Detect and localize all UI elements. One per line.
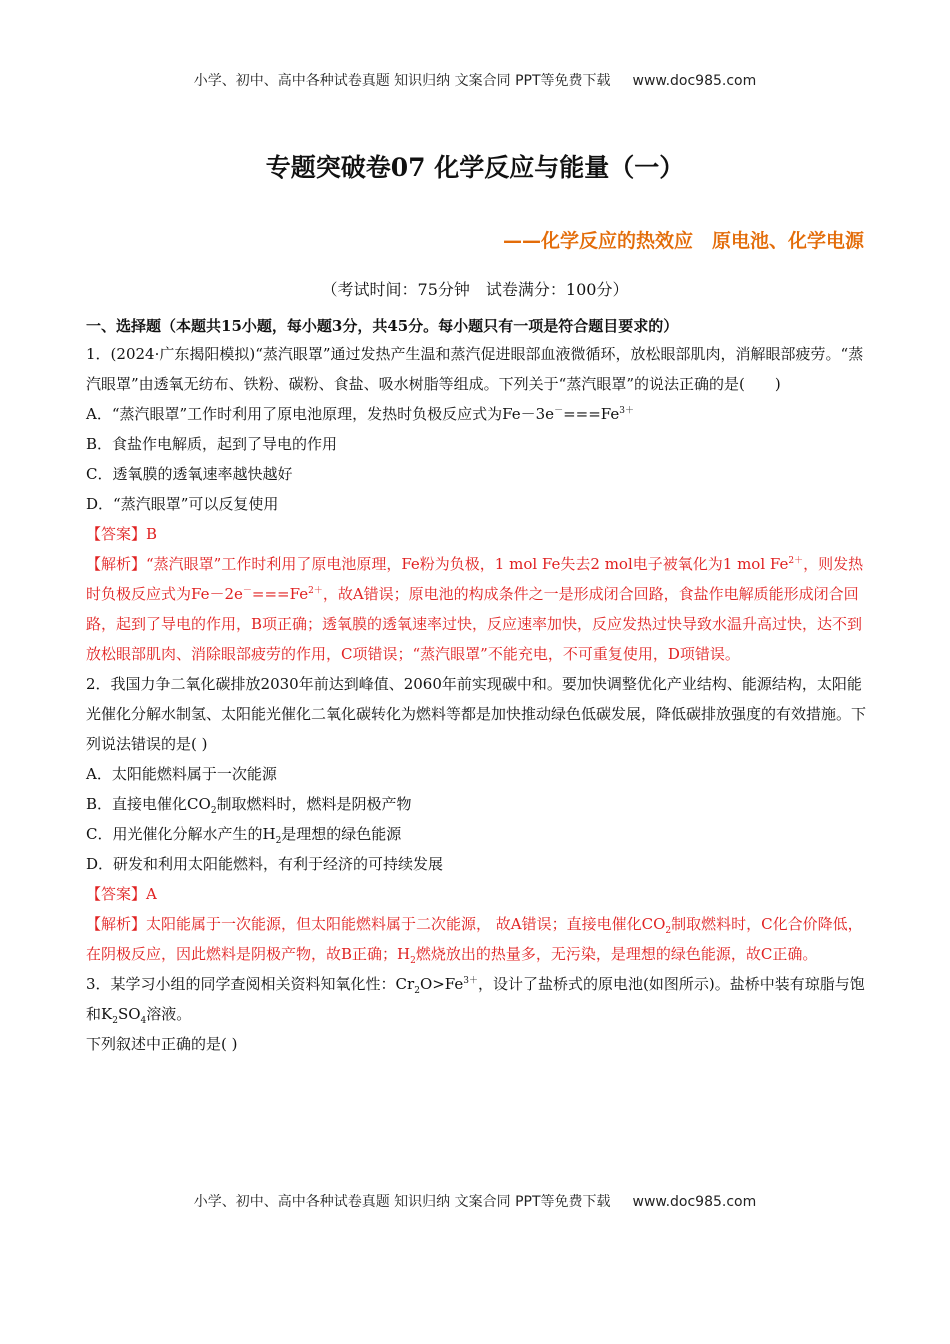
q1-option-b: B．食盐作电解质，起到了导电的作用 (86, 435, 338, 453)
q1-answer: 【答案】B (86, 525, 158, 543)
header-text: 小学、初中、高中各种试卷真题 知识归纳 文案合同 PPT等免费下载 (193, 73, 611, 89)
q3-stem: 3．某学习小组的同学查阅相关资料知氧化性：$Cr_2O>Fe^{3+}$，设计了盐桥式的原电池(如图所示)。盐桥中装有琼脂与饱和$K_2SO_4$溶液。 (86, 975, 865, 1026)
q1-option-c: C．透氧膜的透氧速率越快越好 (86, 465, 293, 483)
q2-option-c: C．用光催化分解水产生的$H_2$是理想的绿色能源 (86, 825, 402, 846)
q1-explanation: 【解析】“蒸汽眼罩”工作时利用了原电池原理，Fe粉为负极，1 mol Fe失去2 mol电子被氧化为1 mol $Fe^{2+}$，则发热时负极反应式为$Fe-2e^-===Fe^{2+}$，故A错误；原电池的构成条件之一是形成闭合回路，食盐作电解质能形成闭合回路，起到了导电的作用，B项正确；透氧膜的透氧速率过快，反应速率加快，反应发热过快导致水温升高过快，达不到放松眼部肌肉、消除眼部疲劳的作用，C项错误；“蒸汽眼罩”不能充电，不可重复使用，D项错误。 (86, 555, 864, 663)
page-footer (0, 1191, 950, 1211)
q2-explanation: 【解析】太阳能属于一次能源，但太阳能燃料属于二次能源， 故A错误；直接电催化$CO_2$制取燃料时，C化合价降低，在阴极反应，因此燃料是阴极产物，故B正确；$H_2$燃烧放出的热量多，无污染，是理想的绿色能源，故C正确。 (86, 915, 863, 966)
content (86, 313, 866, 1059)
header-site-link[interactable]: www.doc985.com (632, 73, 757, 89)
page-header (0, 70, 950, 90)
footer-text: 小学、初中、高中各种试卷真题 知识归纳 文案合同 PPT等免费下载 (193, 1194, 611, 1210)
q2-answer: 【答案】A (86, 885, 157, 903)
q1-option-a: A．“蒸汽眼罩”工作时利用了原电池原理，发热时负极反应式为$Fe-3e^-===Fe^{3+}$ (86, 405, 634, 423)
q3-prompt: 下列叙述中正确的是( ) (86, 1035, 238, 1053)
q1-stem: 1．(2024·广东揭阳模拟)“蒸汽眼罩”通过发热产生温和蒸汽促进眼部血液微循环，放松眼部肌肉，消解眼部疲劳。“蒸汽眼罩”由透氧无纺布、铁粉、碳粉、食盐、吸水树脂等组成。下列关于“蒸汽眼罩”的说法正确的是( ) (86, 345, 864, 393)
exam-info: （考试时间：75分钟 试卷满分：100分） (321, 280, 629, 299)
q2-option-a: A．太阳能燃料属于一次能源 (86, 765, 277, 783)
page-subtitle: ——化学反应的热效应 原电池、化学电源 (502, 230, 864, 252)
q2-option-d: D．研发和利用太阳能燃料，有利于经济的可持续发展 (86, 855, 444, 873)
q2-stem: 2．我国力争二氧化碳排放2030年前达到峰值、2060年前实现碳中和。要加快调整优化产业结构、能源结构，太阳能光催化分解水制氢、太阳能光催化二氧化碳转化为燃料等都是加快推动绿色低碳发展，降低碳排放强度的有效措施。下列说法错误的是( ) (86, 675, 867, 753)
page-title: 专题突破卷07 化学反应与能量（一） (265, 153, 685, 182)
q1-option-d: D．“蒸汽眼罩”可以反复使用 (86, 495, 279, 513)
q2-option-b: B．直接电催化$CO_2$制取燃料时，燃料是阴极产物 (86, 795, 412, 816)
footer-site-link[interactable]: www.doc985.com (632, 1194, 757, 1210)
section-heading: 一、选择题（本题共15小题，每小题3分，共45分。每小题只有一项是符合题目要求的） (86, 317, 679, 335)
